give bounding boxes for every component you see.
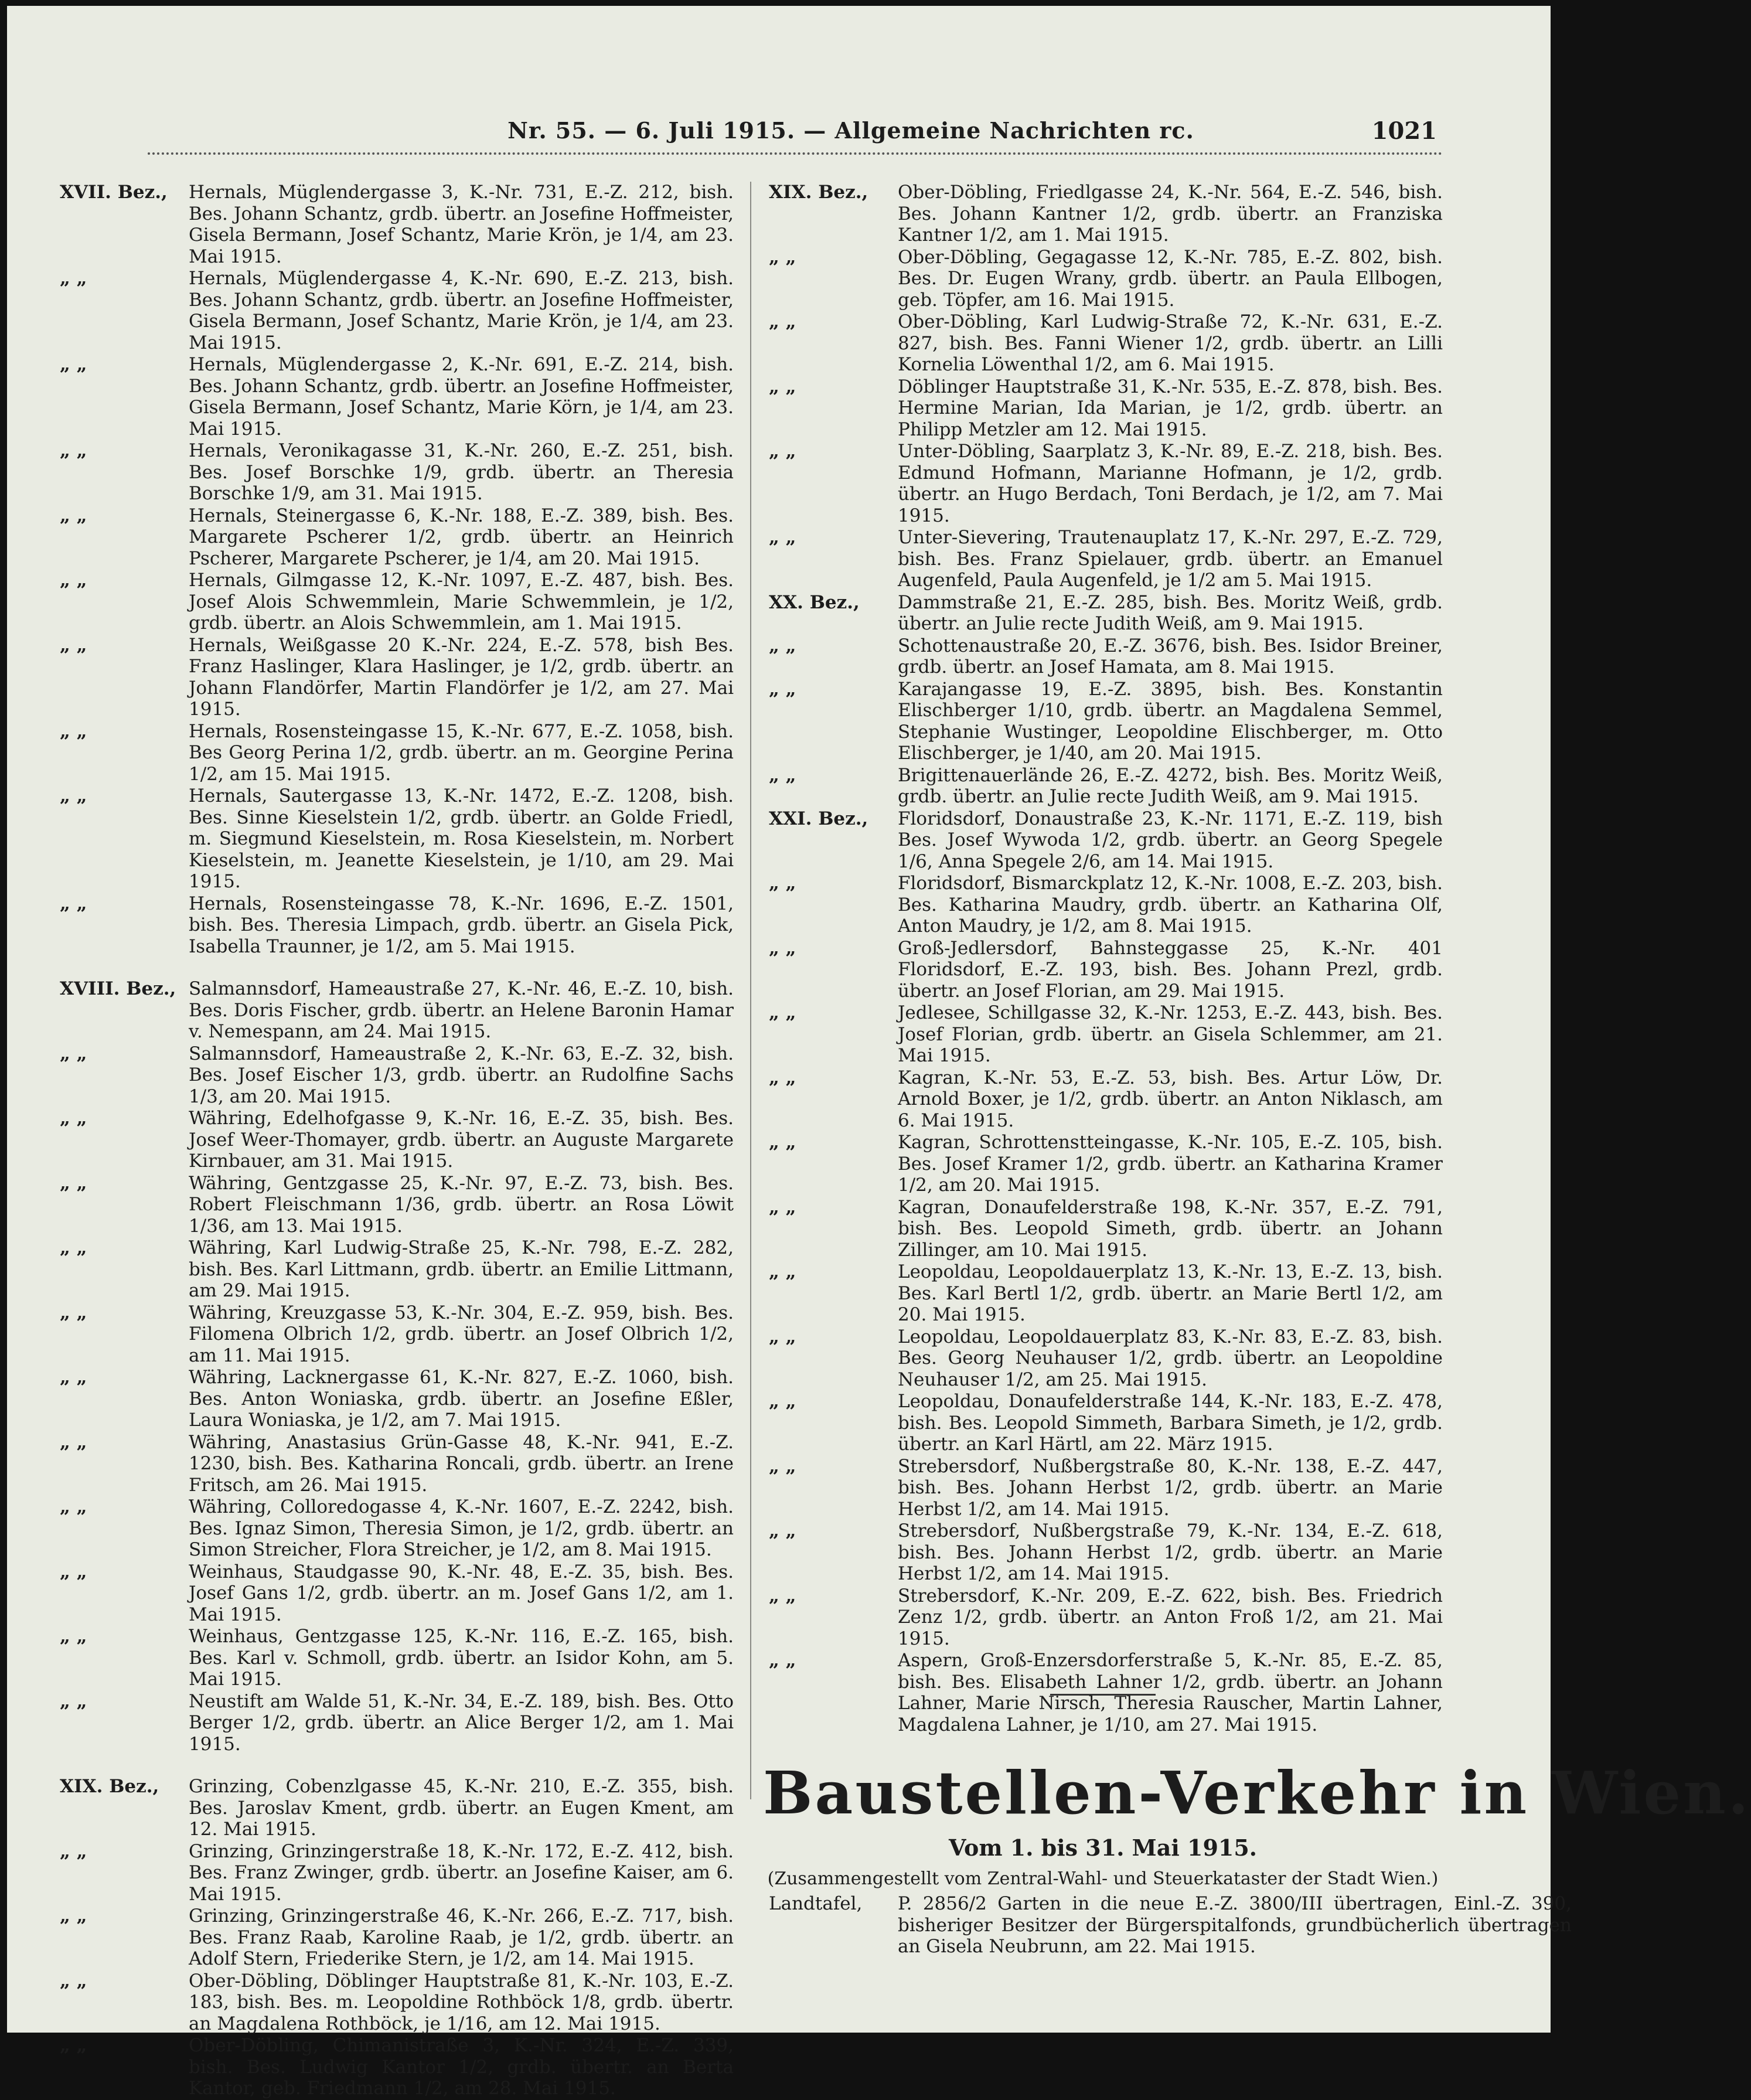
- entry-label: „ „: [769, 635, 796, 656]
- entry-text: Ober-Döbling, Gegagasse 12, K.-Nr. 785, E.-Z. 802, bish. Bes. Dr. Eugen Wrany, grdb. übertr. an Paula Ellbogen, geb. Töpfer, am 16. Mai 1915.: [898, 246, 1443, 311]
- entry-text: Hernals, Rosensteingasse 15, K.-Nr. 677, E.-Z. 1058, bish. Bes Georg Perina 1/2, grdb. übertr. an m. Georgine Perina 1/2, am 15. Mai 1915.: [189, 720, 734, 785]
- entry-label: „ „: [769, 1326, 796, 1347]
- register-entry: [769, 679, 1443, 764]
- register-entry: [60, 1905, 734, 1970]
- entry-label: XVIII. Bez.,: [60, 978, 176, 999]
- entry-label: „ „: [769, 376, 796, 397]
- register-entry: [769, 1002, 1443, 1067]
- entry-text: Grinzing, Cobenzlgasse 45, K.-Nr. 210, E.-Z. 355, bish. Bes. Jaroslav Kment, grdb. übertr. an Eugen Kment, am 12. Mai 1915.: [189, 1776, 734, 1840]
- register-entry: [60, 893, 734, 958]
- entry-label: „ „: [769, 1196, 796, 1218]
- entry-label: „ „: [60, 505, 87, 526]
- register-entry: [769, 1520, 1443, 1585]
- register-entry: [60, 570, 734, 634]
- entry-label: „ „: [60, 1108, 87, 1129]
- entry-label: „ „: [769, 246, 796, 268]
- entry-label: „ „: [60, 1970, 87, 1992]
- entry-text: Währing, Karl Ludwig-Straße 25, K.-Nr. 798, E.-Z. 282, bish. Bes. Karl Littmann, grdb. übertr. an Emilie Littmann, am 29. Mai 1915.: [189, 1237, 734, 1301]
- entry-text: Strebersdorf, Nußbergstraße 80, K.-Nr. 138, E.-Z. 447, bish. Bes. Johann Herbst 1/2, grdb. übertr. an Marie Herbst 1/2, am 14. Mai 1915.: [898, 1455, 1443, 1520]
- entry-text: Hernals, Veronikagasse 31, K.-Nr. 260, E.-Z. 251, bish. Bes. Josef Borschke 1/9, grdb. übertr. an Theresia Borschke 1/9, am 31. Mai 1915.: [189, 440, 734, 504]
- register-entry: [60, 1496, 734, 1561]
- entry-label: „ „: [769, 1520, 796, 1541]
- entry-label: XX. Bez.,: [769, 591, 860, 613]
- register-entry: [60, 785, 734, 893]
- register-entry: [769, 247, 1443, 311]
- entry-text: Salmannsdorf, Hameaustraße 2, K.-Nr. 63, E.-Z. 32, bish. Bes. Josef Eischer 1/3, grdb. übertr. an Rudolfine Sachs 1/3, am 20. Mai 1915.: [189, 1043, 734, 1107]
- entry-label: „ „: [60, 1840, 87, 1862]
- register-entry: [769, 1585, 1443, 1650]
- register-entry: [60, 1302, 734, 1367]
- entry-text: Döblinger Hauptstraße 31, K.-Nr. 535, E.-Z. 878, bish. Bes. Hermine Marian, Ida Marian, je 1/2, grdb. übertr. an Philipp Metzler am 12. Mai 1915.: [898, 376, 1443, 440]
- register-entry: [60, 635, 734, 720]
- entry-label: „ „: [769, 1585, 796, 1607]
- entry-text: Währing, Colloredogasse 4, K.-Nr. 1607, E.-Z. 2242, bish. Bes. Ignaz Simon, Theresia Simon, je 1/2, grdb. übertr. an Simon Streicher, Flora Streicher, je 1/2, am 8. Mai 1915.: [189, 1496, 734, 1560]
- column-divider: [750, 182, 751, 1799]
- entry-label: „ „: [769, 1132, 796, 1153]
- register-entry: [769, 376, 1443, 441]
- entry-label: „ „: [769, 678, 796, 700]
- entry-text: Ober-Döbling, Döblinger Hauptstraße 81, K.-Nr. 103, E.-Z. 183, bish. Bes. m. Leopoldine Rothböck 1/8, grdb. übertr. an Magdalena Rothböck, je 1/16, am 12. Mai 1915.: [189, 1970, 734, 2034]
- entry-text: Schottenaustraße 20, E.-Z. 3676, bish. Bes. Isidor Breiner, grdb. übertr. an Josef Hamata, am 8. Mai 1915.: [898, 635, 1443, 678]
- entry-text: Währing, Gentzgasse 25, K.-Nr. 97, E.-Z. 73, bish. Bes. Robert Fleischmann 1/36, grdb. übertr. an Rosa Löwit 1/36, am 13. Mai 1915.: [189, 1172, 734, 1237]
- register-entry: [60, 440, 734, 505]
- entry-text: Unter-Sievering, Trautenauplatz 17, K.-Nr. 297, E.-Z. 729, bish. Bes. Franz Spielauer, grdb. übertr. an Emanuel Augenfeld, Paula Augenfeld, je 1/2 am 5. Mai 1915.: [898, 527, 1443, 591]
- entry-label: „ „: [769, 1650, 796, 1671]
- entry-text: Strebersdorf, Nußbergstraße 79, K.-Nr. 134, E.-Z. 618, bish. Bes. Johann Herbst 1/2, grdb. übertr. an Marie Herbst 1/2, am 14. Mai 1915.: [898, 1520, 1443, 1584]
- entry-label: „ „: [769, 1391, 796, 1412]
- entry-text: Ober-Döbling, Friedlgasse 24, K.-Nr. 564, E.-Z. 546, bish. Bes. Johann Kantner 1/2, grdb. übertr. an Franziska Kantner 1/2, am 1. Mai 1915.: [898, 182, 1443, 246]
- entry-text: Floridsdorf, Donaustraße 23, K.-Nr. 1171, E.-Z. 119, bish Bes. Josef Wywoda 1/2, grdb. übertr. an Georg Spegele 1/6, Anna Spegele 2/6, am 14. Mai 1915.: [898, 808, 1443, 872]
- entry-text: Hernals, Müglendergasse 3, K.-Nr. 731, E.-Z. 212, bish. Bes. Johann Schantz, grdb. übertr. an Josefine Hoffmeister, Gisela Bermann, Josef Schantz, Marie Krön, je 1/4, am 23. Mai 1915.: [189, 182, 734, 267]
- entry-text: Jedlesee, Schillgasse 32, K.-Nr. 1253, E.-Z. 443, bish. Bes. Josef Florian, grdb. übertr. an Gisela Schlemmer, am 21. Mai 1915.: [898, 1002, 1443, 1066]
- landtafel-entry: [769, 1893, 1572, 1958]
- entry-label: „ „: [769, 527, 796, 548]
- entry-label: „ „: [60, 785, 87, 806]
- entry-label: „ „: [60, 1237, 87, 1258]
- register-entry: [60, 182, 734, 267]
- entry-label: „ „: [769, 1455, 796, 1477]
- register-entry: [769, 1650, 1443, 1735]
- entry-text: Aspern, Groß-Enzersdorferstraße 5, K.-Nr. 85, E.-Z. 85, bish. Bes. Elisabeth Lahner 1/2, grdb. übertr. an Johann Lahner, Marie Nirsch, Theresia Rauscher, Martin Lahner, Magdalena Lahner, je 1/10, am 27. Mai 1915.: [898, 1650, 1443, 1735]
- register-entry: [769, 592, 1443, 635]
- entry-text: Weinhaus, Gentzgasse 125, K.-Nr. 116, E.-Z. 165, bish. Bes. Karl v. Schmoll, grdb. übertr. an Isidor Kohn, am 5. Mai 1915.: [189, 1626, 734, 1690]
- entry-label: „ „: [60, 354, 87, 375]
- entry-label: „ „: [60, 1690, 87, 1712]
- entry-text: Grinzing, Grinzingerstraße 46, K.-Nr. 266, E.-Z. 717, bish. Bes. Franz Raab, Karoline Raab, je 1/2, grdb. übertr. an Adolf Stern, Friederike Stern, je 1/2, am 14. Mai 1915.: [189, 1905, 734, 1969]
- entry-text: Währing, Anastasius Grün-Gasse 48, K.-Nr. 941, E.-Z. 1230, bish. Bes. Katharina Roncali, grdb. übertr. an Irene Fritsch, am 26. Mai 1915.: [189, 1431, 734, 1496]
- entry-label: „ „: [60, 1496, 87, 1517]
- entry-text: Hernals, Gilmgasse 12, K.-Nr. 1097, E.-Z. 487, bish. Bes. Josef Alois Schwemmlein, Marie Schwemmlein, je 1/2, grdb. übertr. an Alois Schwemmlein, am 1. Mai 1915.: [189, 570, 734, 634]
- entry-label: „ „: [60, 720, 87, 742]
- entry-label: „ „: [60, 268, 87, 289]
- register-entry: [769, 441, 1443, 526]
- entry-text: Leopoldau, Donaufelderstraße 144, K.-Nr. 183, E.-Z. 478, bish. Bes. Leopold Simmeth, Barbara Simeth, je 1/2, grdb. übertr. an Karl Härtl, am 22. März 1915.: [898, 1391, 1443, 1455]
- entry-label: „ „: [60, 1905, 87, 1927]
- register-entry: [60, 1691, 734, 1755]
- page-number: 1021: [1371, 117, 1437, 145]
- register-entry: [769, 1132, 1443, 1196]
- register-entry: [769, 1067, 1443, 1132]
- register-entry: [60, 1108, 734, 1172]
- entry-text: Hernals, Rosensteingasse 78, K.-Nr. 1696, E.-Z. 1501, bish. Bes. Theresia Limpach, grdb. übertr. an Gisela Pick, Isabella Traunner, je 1/2, am 5. Mai 1915.: [189, 893, 734, 957]
- register-entry: [769, 1391, 1443, 1455]
- register-entry: [769, 1261, 1443, 1326]
- register-entry: [769, 1326, 1443, 1391]
- entry-label: XVII. Bez.,: [60, 182, 168, 203]
- entry-label: „ „: [60, 570, 87, 591]
- entry-label: „ „: [60, 1367, 87, 1388]
- register-entry: [769, 808, 1443, 873]
- entry-text: Kagran, Donaufelderstraße 198, K.-Nr. 357, E.-Z. 791, bish. Bes. Leopold Simeth, grdb. übertr. an Johann Zillinger, am 10. Mai 1915.: [898, 1196, 1443, 1261]
- entry-label: „ „: [769, 1261, 796, 1282]
- entry-text: Unter-Döbling, Saarplatz 3, K.-Nr. 89, E.-Z. 218, bish. Bes. Edmund Hofmann, Marianne Hofmann, je 1/2, grdb. übertr. an Hugo Berdach, Toni Berdach, je 1/2, am 7. Mai 1915.: [898, 441, 1443, 526]
- page-header-title: Nr. 55. — 6. Juli 1915. — Allgemeine Nachrichten rc.: [507, 117, 1194, 144]
- entry-text: Neustift am Walde 51, K.-Nr. 34, E.-Z. 189, bish. Bes. Otto Berger 1/2, grdb. übertr. an Alice Berger 1/2, am 1. Mai 1915.: [189, 1690, 734, 1755]
- entry-text: Ober-Döbling, Karl Ludwig-Straße 72, K.-Nr. 631, E.-Z. 827, bish. Bes. Fanni Wiener 1/2, grdb. übertr. an Lilli Kornelia Löwenthal 1/2, am 6. Mai 1915.: [898, 311, 1443, 375]
- right-column: [769, 182, 1443, 1736]
- entry-text: Groß-Jedlersdorf, Bahnsteggasse 25, K.-Nr. 401 Floridsdorf, E.-Z. 193, bish. Bes. Johann Prezl, grdb. übertr. an Josef Florian, am 29. Mai 1915.: [898, 937, 1443, 1002]
- register-entry: [769, 1197, 1443, 1261]
- entry-text: P. 2856/2 Garten in die neue E.-Z. 3800/III übertragen, Einl.-Z. 390, bisheriger Besitzer der Bürgerspitalfonds, grundbücherlich übertragen an Gisela Neubrunn, am 22. Mai 1915.: [898, 1893, 1572, 1957]
- register-entry: [769, 527, 1443, 591]
- section-subtitle: Vom 1. bis 31. Mai 1915.: [949, 1834, 1257, 1861]
- register-entry: [60, 1561, 734, 1626]
- entry-text: Weinhaus, Staudgasse 90, K.-Nr. 48, E.-Z. 35, bish. Bes. Josef Gans 1/2, grdb. übertr. an m. Josef Gans 1/2, am 1. Mai 1915.: [189, 1561, 734, 1625]
- register-entry: [769, 765, 1443, 808]
- entry-label: „ „: [769, 1002, 796, 1023]
- entry-text: Floridsdorf, Bismarckplatz 12, K.-Nr. 1008, E.-Z. 203, bish. Bes. Katharina Maudry, grdb. übertr. an Katharina Olf, Anton Maudry, je 1/2, am 8. Mai 1915.: [898, 873, 1443, 937]
- left-column: [60, 182, 734, 2100]
- register-entry: [769, 635, 1443, 678]
- register-entry: [60, 721, 734, 785]
- entry-label: XIX. Bez.,: [60, 1776, 159, 1797]
- register-entry: [60, 268, 734, 353]
- entry-label: „ „: [60, 1561, 87, 1582]
- entry-label: „ „: [60, 893, 87, 914]
- register-entry: [60, 1626, 734, 1690]
- entry-label: „ „: [60, 1626, 87, 1647]
- section-title: Baustellen-Verkehr in Wien.: [763, 1758, 1751, 1827]
- entry-label: „ „: [60, 1043, 87, 1064]
- register-entry: [60, 1237, 734, 1302]
- entry-text: Leopoldau, Leopoldauerplatz 13, K.-Nr. 13, E.-Z. 13, bish. Bes. Karl Bertl 1/2, grdb. übertr. an Marie Bertl 1/2, am 20. Mai 1915.: [898, 1261, 1443, 1325]
- entry-label: „ „: [60, 1302, 87, 1323]
- entry-text: Hernals, Müglendergasse 4, K.-Nr. 690, E.-Z. 213, bish. Bes. Johann Schantz, grdb. übertr. an Josefine Hoffmeister, Gisela Bermann, Josef Schantz, Marie Krön, je 1/4, am 23. Mai 1915.: [189, 268, 734, 353]
- register-entry: [769, 182, 1443, 246]
- entry-text: Währing, Lacknergasse 61, K.-Nr. 827, E.-Z. 1060, bish. Bes. Anton Woniaska, grdb. übertr. an Josefine Eßler, Laura Woniaska, je 1/2, am 7. Mai 1915.: [189, 1367, 734, 1431]
- register-entry: [60, 354, 734, 440]
- entry-label: „ „: [60, 2035, 87, 2056]
- entry-text: Karajangasse 19, E.-Z. 3895, bish. Bes. Konstantin Elischberger 1/10, grdb. übertr. an Magdalena Semmel, Stephanie Wustinger, Leopoldine Elischberger, m. Otto Elischberger, je 1/40, am 20. Mai 1915.: [898, 678, 1443, 764]
- entry-label: „ „: [769, 1067, 796, 1088]
- entry-text: Brigittenauerlände 26, E.-Z. 4272, bish. Bes. Moritz Weiß, grdb. übertr. an Julie recte Judith Weiß, am 9. Mai 1915.: [898, 764, 1443, 807]
- entry-text: Hernals, Weißgasse 20 K.-Nr. 224, E.-Z. 578, bish Bes. Franz Haslinger, Klara Haslinger, je 1/2, grdb. übertr. an Johann Flandörfer, Martin Flandörfer je 1/2, am 27. Mai 1915.: [189, 634, 734, 720]
- entry-text: Währing, Kreuzgasse 53, K.-Nr. 304, E.-Z. 959, bish. Bes. Filomena Olbrich 1/2, grdb. übertr. an Josef Olbrich 1/2, am 11. Mai 1915.: [189, 1302, 734, 1366]
- entry-text: Grinzing, Grinzingerstraße 18, K.-Nr. 172, E.-Z. 412, bish. Bes. Franz Zwinger, grdb. übertr. an Josefine Kaiser, am 6. Mai 1915.: [189, 1840, 734, 1905]
- entry-label: „ „: [60, 440, 87, 461]
- register-entry: [60, 1432, 734, 1496]
- register-entry: [769, 1456, 1443, 1520]
- entry-text: Hernals, Steinergasse 6, K.-Nr. 188, E.-Z. 389, bish. Bes. Margarete Pscherer 1/2, grdb. übertr. an Heinrich Pscherer, Margarete Pscherer, je 1/4, am 20. Mai 1915.: [189, 505, 734, 569]
- section-note: (Zusammengestellt vom Zentral-Wahl- und Steuerkataster der Stadt Wien.): [767, 1868, 1439, 1889]
- entry-label: „ „: [60, 1431, 87, 1453]
- entry-text: Leopoldau, Leopoldauerplatz 83, K.-Nr. 83, E.-Z. 83, bish. Bes. Georg Neuhauser 1/2, grdb. übertr. an Leopoldine Neuhauser 1/2, am 25. Mai 1915.: [898, 1326, 1443, 1390]
- register-entry: [60, 978, 734, 1043]
- entry-label: XIX. Bez.,: [769, 182, 868, 203]
- entry-text: Strebersdorf, K.-Nr. 209, E.-Z. 622, bish. Bes. Friedrich Zenz 1/2, grdb. übertr. an Anton Froß 1/2, am 21. Mai 1915.: [898, 1585, 1443, 1649]
- register-entry: [769, 873, 1443, 937]
- register-entry: [769, 311, 1443, 376]
- section-separator-rule: [1050, 1694, 1156, 1696]
- entry-text: Kagran, K.-Nr. 53, E.-Z. 53, bish. Bes. Artur Löw, Dr. Arnold Boxer, je 1/2, grdb. übertr. an Anton Niklasch, am 6. Mai 1915.: [898, 1067, 1443, 1131]
- register-entry: [60, 1776, 734, 1840]
- entry-label: „ „: [769, 873, 796, 894]
- entry-label: „ „: [60, 1172, 87, 1194]
- entry-label: „ „: [769, 441, 796, 462]
- register-entry: [769, 938, 1443, 1002]
- register-entry: [60, 1367, 734, 1431]
- entry-text: Hernals, Müglendergasse 2, K.-Nr. 691, E.-Z. 214, bish. Bes. Johann Schantz, grdb. übertr. an Josefine Hoffmeister, Gisela Bermann, Josef Schantz, Marie Körn, je 1/4, am 23. Mai 1915.: [189, 354, 734, 440]
- entry-label: XXI. Bez.,: [769, 808, 868, 829]
- entry-label: „ „: [769, 764, 796, 786]
- register-entry: [60, 1043, 734, 1108]
- register-entry: [60, 1841, 734, 1905]
- register-entry: [60, 2035, 734, 2099]
- entry-text: Salmannsdorf, Hameaustraße 27, K.-Nr. 46, E.-Z. 10, bish. Bes. Doris Fischer, grdb. übertr. an Helene Baronin Hamar v. Nemespann, am 24. Mai 1915.: [189, 978, 734, 1042]
- register-entry: [60, 1970, 734, 2035]
- entry-label: „ „: [60, 634, 87, 656]
- newspaper-page: [7, 6, 1751, 2099]
- entry-label: „ „: [769, 937, 796, 959]
- entry-text: Kagran, Schrottenstteingasse, K.-Nr. 105, E.-Z. 105, bish. Bes. Josef Kramer 1/2, grdb. übertr. an Katharina Kramer 1/2, am 20. Mai 1915.: [898, 1132, 1443, 1196]
- entry-text: Hernals, Sautergasse 13, K.-Nr. 1472, E.-Z. 1208, bish. Bes. Sinne Kieselstein 1/2, grdb. übertr. an Golde Friedl, m. Siegmund Kieselstein, m. Rosa Kieselstein, m. Norbert Kieselstein, m. Jeanette Kieselstein, je 1/10, am 29. Mai 1915.: [189, 785, 734, 892]
- entry-text: Dammstraße 21, E.-Z. 285, bish. Bes. Moritz Weiß, grdb. übertr. an Julie recte Judith Weiß, am 9. Mai 1915.: [898, 591, 1443, 634]
- register-entry: [60, 1173, 734, 1237]
- entry-label: „ „: [769, 311, 796, 332]
- entry-label: Landtafel,: [769, 1893, 863, 1914]
- header-dotted-rule: [148, 152, 1443, 155]
- register-entry: [60, 505, 734, 570]
- entry-text: Währing, Edelhofgasse 9, K.-Nr. 16, E.-Z. 35, bish. Bes. Josef Weer-Thomayer, grdb. übertr. an Auguste Margarete Kirnbauer, am 31. Mai 1915.: [189, 1108, 734, 1172]
- entry-text: Ober-Döbling, Chimanistraße 3, K.-Nr. 324, E.-Z. 339, bish. Bes. Ludwig Kantor 1/2, grdb. übertr. an Berta Kantor, geb. Friedmann 1/2, am 28. Mai 1915.: [189, 2035, 734, 2099]
